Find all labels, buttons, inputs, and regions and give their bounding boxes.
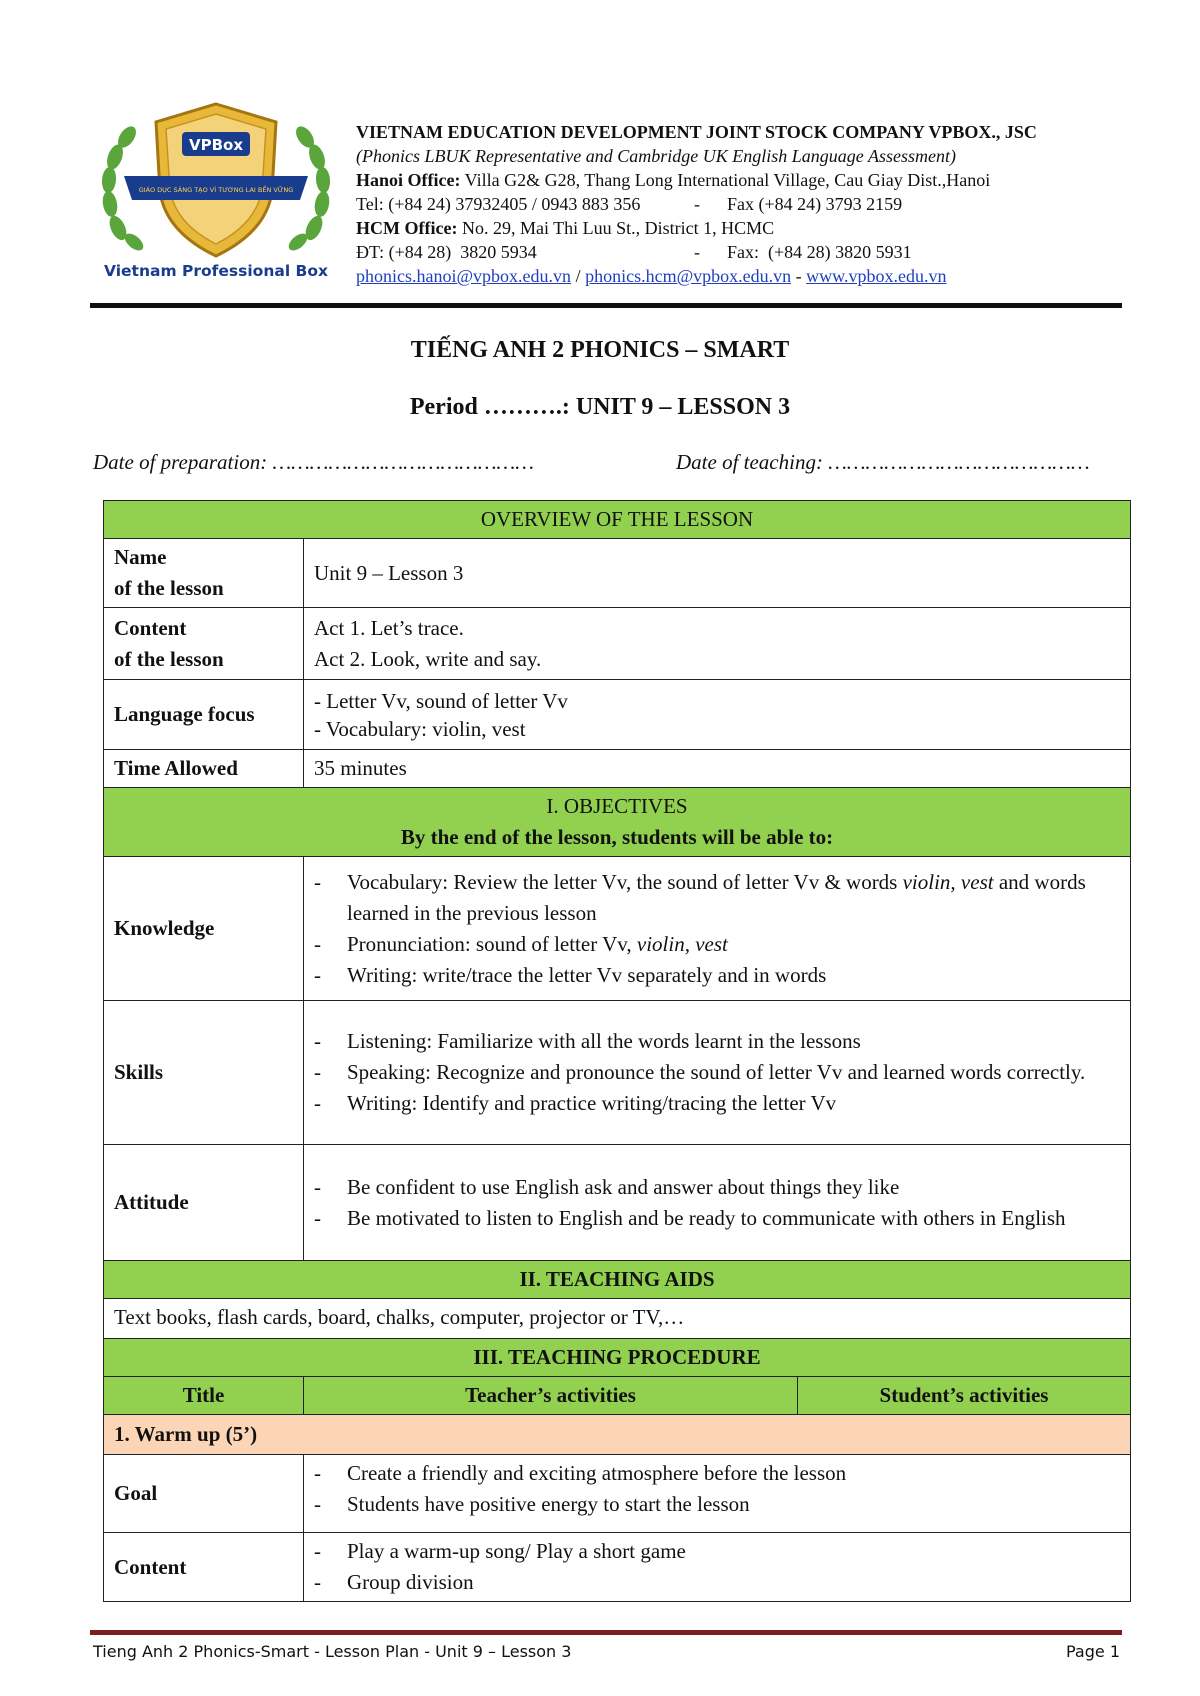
col-teacher-header: Teacher’s activities [304,1377,798,1415]
company-subtitle: (Phonics LBUK Representative and Cambridge UK English Language Assessment) [356,146,956,166]
list-item: - Writing: write/trace the letter Vv separately and in words [314,960,1120,991]
vpbox-logo [100,100,332,280]
table-row [104,857,1131,1001]
language-focus-label: Language focus [104,680,304,750]
objectives-header: I. OBJECTIVES By the end of the lesson, students will be able to: [104,788,1131,857]
list-item: - Listening: Familiarize with all the words learnt in the lessons [314,1026,1120,1057]
company-name: VIETNAM EDUCATION DEVELOPMENT JOINT STOCK COMPANY VPBOX., JSC [356,122,1037,142]
table-row [104,1145,1131,1261]
list-item: - Be motivated to listen to English and be ready to communicate with others in English [314,1203,1120,1234]
knowledge-label: Knowledge [104,857,304,1001]
table-row [104,1415,1131,1455]
content2-value [304,1533,1131,1602]
list-item: - Play a warm-up song/ Play a short game [314,1536,1120,1567]
hcm-office: HCM Office: No. 29, Mai Thi Luu St., District 1, HCMC [356,218,775,238]
table-row [104,539,1131,608]
content2-label: Content [104,1533,304,1602]
website-link[interactable]: www.vpbox.edu.vn [806,266,947,286]
table-row [104,750,1131,788]
document-title: TIẾNG ANH 2 PHONICS – SMART [410,337,790,363]
hanoi-office: Hanoi Office: Villa G2& G28, Thang Long International Village, Cau Giay Dist.,Hanoi [356,170,991,190]
hanoi-contact: Tel: (+84 24) 37932405 / 0943 883 356 - Fax (+84 24) 3793 2159 [356,194,903,214]
table-row [104,608,1131,680]
name-value: Unit 9 – Lesson 3 [304,539,1131,608]
content-value: Act 1. Let’s trace. Act 2. Look, write and say. [304,608,1131,680]
procedure-header: III. TEACHING PROCEDURE [104,1339,1131,1377]
date-teaching: Date of teaching: …………………………………… [676,450,1090,474]
contact-links: phonics.hanoi@vpbox.edu.vn / phonics.hcm@vpbox.edu.vn - www.vpbox.edu.vn [356,266,947,286]
col-student-header: Student’s activities [798,1377,1131,1415]
table-row [104,1377,1131,1415]
name-label: Name of the lesson [104,539,304,608]
page-number: Page 1 [1066,1642,1120,1661]
table-row [104,1533,1131,1602]
list-item: - Writing: Identify and practice writing/tracing the letter Vv [314,1088,1120,1119]
svg-text:Vietnam Professional Box: Vietnam Professional Box [104,262,328,280]
table-row [104,788,1131,857]
skills-value [304,1001,1131,1145]
svg-text:GIÁO DỤC SÁNG TẠO VÌ TƯƠNG LAI: GIÁO DỤC SÁNG TẠO VÌ TƯƠNG LAI BỀN VỮNG [138,186,294,194]
col-title-header: Title [104,1377,304,1415]
time-allowed-value: 35 minutes [304,750,1131,788]
teaching-aids-header: II. TEACHING AIDS [104,1261,1131,1299]
page-footer [93,1642,1120,1661]
content-label: Content of the lesson [104,608,304,680]
overview-header: OVERVIEW OF THE LESSON [104,501,1131,539]
period-title: Period ……….: UNIT 9 – LESSON 3 [409,394,791,420]
skills-label: Skills [104,1001,304,1145]
table-row [104,1339,1131,1377]
list-item: - Students have positive energy to start the lesson [314,1489,1120,1520]
attitude-value [304,1145,1131,1261]
knowledge-value [304,857,1131,1001]
goal-value [304,1455,1131,1533]
list-item: - Speaking: Recognize and pronounce the sound of letter Vv and learned words correctly. [314,1057,1120,1088]
attitude-label: Attitude [104,1145,304,1261]
footer-left: Tieng Anh 2 Phonics-Smart - Lesson Plan - Unit 9 – Lesson 3 [93,1642,572,1661]
list-item: - Be confident to use English ask and answer about things they like [314,1172,1120,1203]
goal-label: Goal [104,1455,304,1533]
email-hcm-link[interactable]: phonics.hcm@vpbox.edu.vn [585,266,792,286]
email-hanoi-link[interactable]: phonics.hanoi@vpbox.edu.vn [356,266,572,286]
language-focus-value: - Letter Vv, sound of letter Vv - Vocabulary: violin, vest [304,680,1131,750]
date-line [93,450,1123,475]
list-item: - Pronunciation: sound of letter Vv, violin, vest [314,929,1120,960]
table-row [104,1455,1131,1533]
table-row [104,1261,1131,1299]
list-item: - Create a friendly and exciting atmosphere before the lesson [314,1458,1120,1489]
time-allowed-label: Time Allowed [104,750,304,788]
lesson-plan-table [103,500,1131,1602]
company-info [356,120,1156,288]
warmup-header: 1. Warm up (5’) [104,1415,1131,1455]
list-item: - Group division [314,1567,1120,1598]
table-row [104,680,1131,750]
table-row [104,1299,1131,1339]
list-item: - Vocabulary: Review the letter Vv, the sound of letter Vv & words violin, vest and words learned in the previous lesson [314,867,1120,929]
table-row [104,1001,1131,1145]
table-row [104,501,1131,539]
teaching-aids-value: Text books, flash cards, board, chalks, computer, projector or TV,… [104,1299,1131,1339]
date-preparation: Date of preparation: …………………………………… [93,450,534,474]
hcm-contact: ĐT: (+84 28) 3820 5934 - Fax: (+84 28) 3820 5931 [356,242,912,262]
svg-text:VPBox: VPBox [188,136,244,154]
footer-divider [90,1630,1122,1635]
header-divider [90,303,1122,308]
